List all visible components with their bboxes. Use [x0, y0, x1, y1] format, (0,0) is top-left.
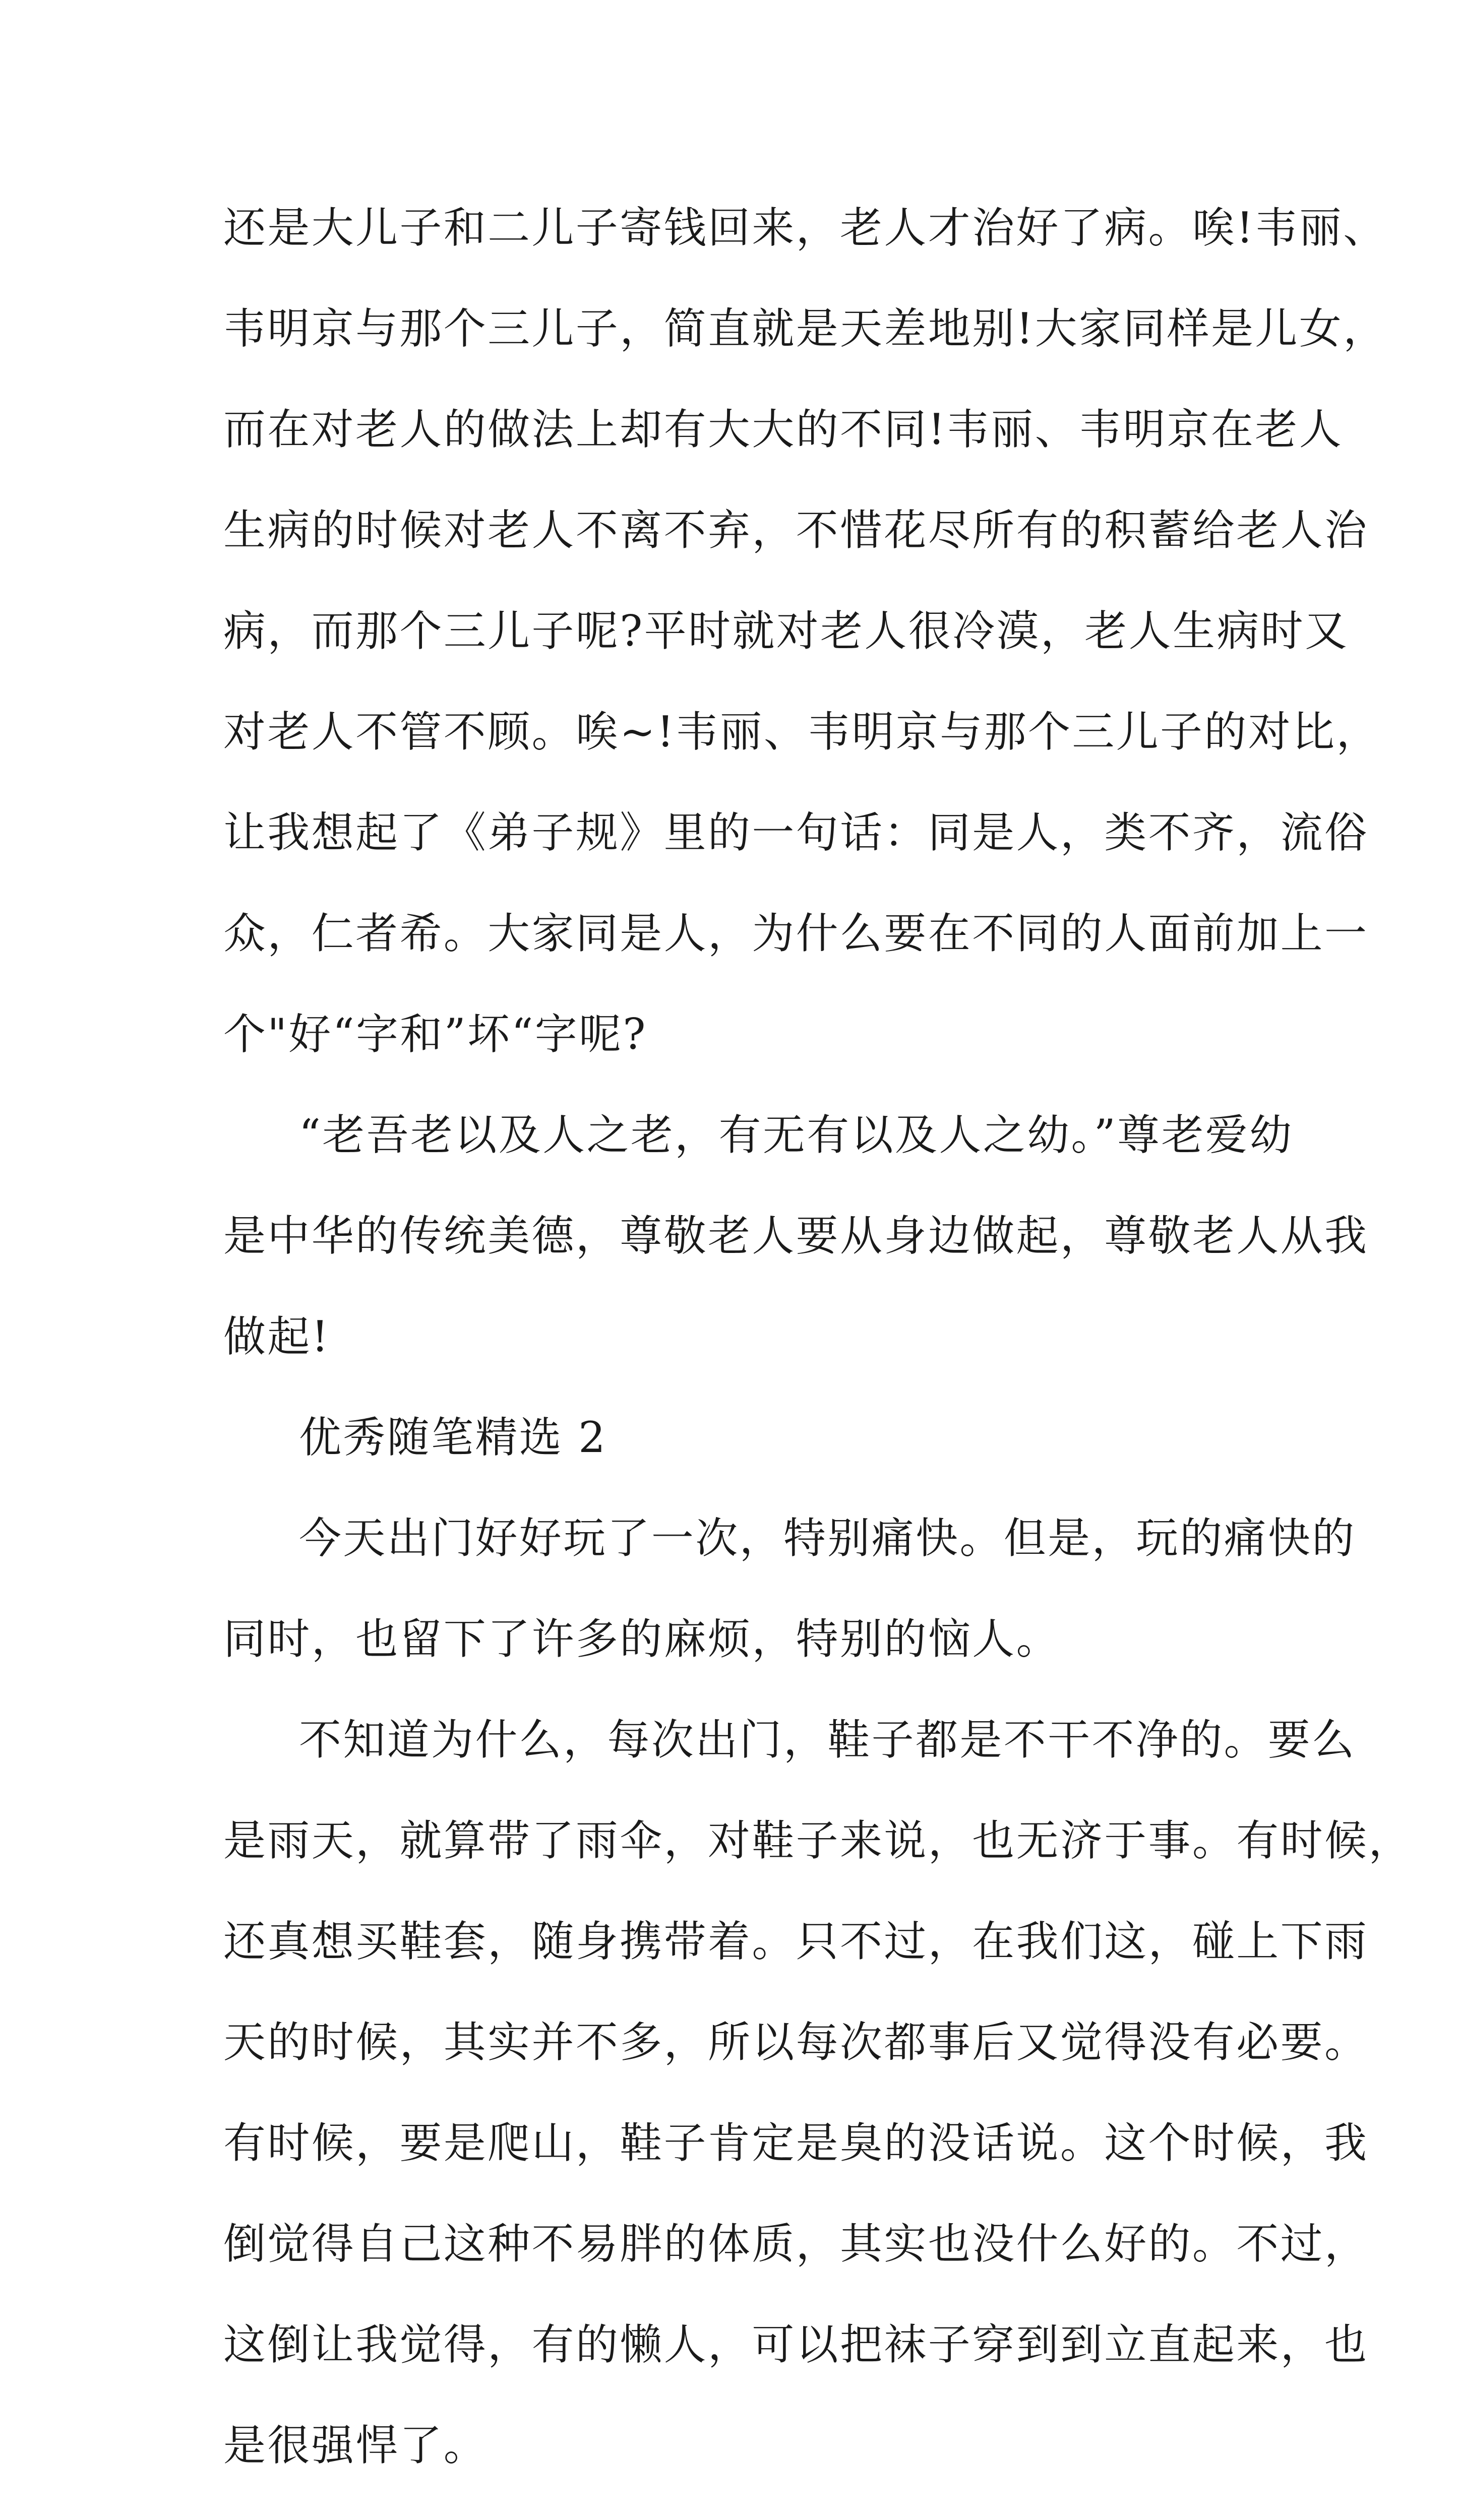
text-line: 同时，也留下了许多的麻烦，特别的恼人。	[223, 1614, 1060, 1664]
text-line: 不知道为什么，每次出门，鞋子都是不干不净的。要么	[299, 1715, 1356, 1765]
text-line: 还是大儿子和二儿子寄钱回来，老人才治好了病。唉!韦丽、	[223, 203, 1387, 253]
text-line: 优秀随笔精选 2	[299, 1413, 607, 1462]
text-line: 今天出门好好玩了一次，特别痛快。但是，玩的痛快的	[299, 1514, 1356, 1563]
text-line: 对老人不管不顾。唉~!韦丽、韦明京与那个三儿子的对比，	[223, 707, 1380, 757]
text-line: 还真想买鞋套，随身携带着。只不过，在我们这，碰上下雨	[223, 1917, 1369, 1966]
text-line: 是中华的传统美德，尊敬老人要从身边做起，尊敬老人从我	[223, 1211, 1369, 1261]
text-line: 是雨天，就算带了雨伞，对鞋子来说，也无济于事。有时候，	[223, 1816, 1413, 1865]
text-line	[223, 2496, 1252, 2520]
text-line: 众，仁者希。大家同是人，为什么要在不同的人面前加上一	[223, 909, 1369, 958]
text-line: 有时候，要是爬山，鞋子肯定是臭的没话说。这个时候，我	[223, 2118, 1369, 2168]
text-line: 这倒让我觉得，有的懒人，可以把袜子穿到到立直起来，也	[223, 2320, 1369, 2369]
text-line: 天的时候，其实并不多，所以每次都事后又觉得没有必要。	[223, 2018, 1369, 2067]
text-line: “老吾老以及人之老，有无有以及人之幼。”尊老爱幼	[299, 1110, 1294, 1160]
text-line: 个"好“字和”坏“字呢?	[223, 1010, 647, 1059]
text-line: 韦明京与那个三儿子，简直就是天差地别!大家同样是儿女，	[223, 304, 1387, 353]
text-line: 倒觉得自己这种不易胖的体质，其实也没什么好的。不过，	[223, 2219, 1369, 2269]
text-line: 是很强悍了。	[223, 2421, 488, 2470]
text-line: 做起!	[223, 1312, 330, 1361]
text-line: 生病的时候对老人不离不弃，不惜花尽所有的积蓄给老人治	[223, 506, 1369, 555]
text-line: 而在对老人的做法上却有大大的不同!韦丽、韦明京在老人	[223, 405, 1344, 454]
text-line: 让我想起了《弟子规》里的一句话：同是人，类不齐，流俗	[223, 808, 1369, 857]
text-line: 病，而那个三儿子呢?平时就对老人很冷漠，老人生病时又	[223, 606, 1349, 656]
document-body	[223, 177, 1413, 2520]
